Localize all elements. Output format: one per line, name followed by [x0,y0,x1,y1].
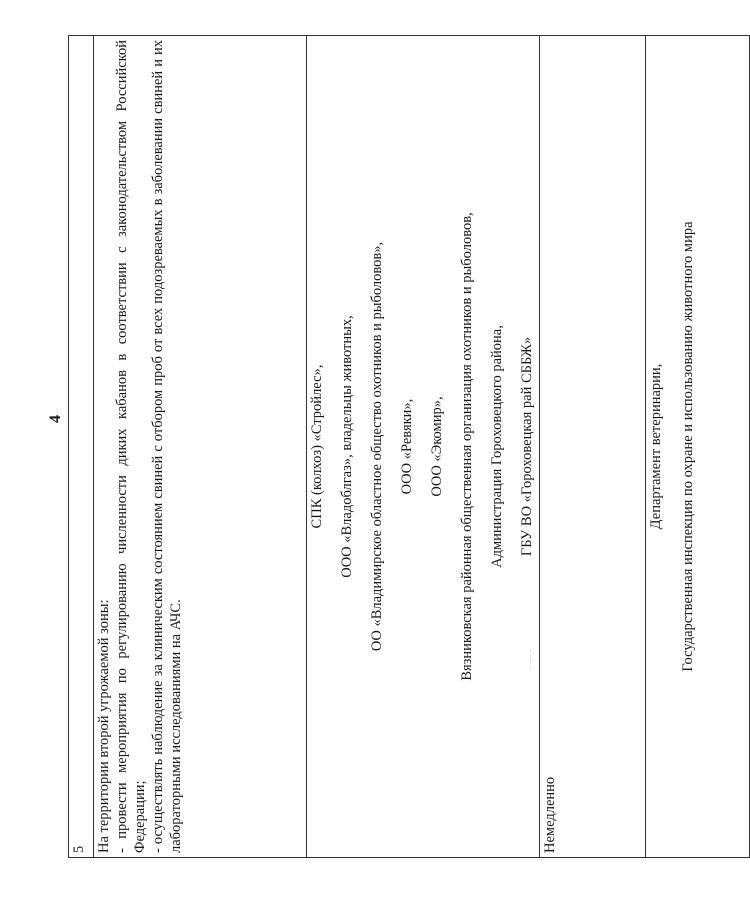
table-row [94,36,307,858]
page-number: 4 [47,415,64,423]
measures-cell [94,36,307,858]
measures-item-2: - осуществлять наблюдение за клиническим состоянием свиней с отбором проб от всех подозреваемых в заболевании свиней и их лабораторными исследованиями на АЧС. [149,40,184,853]
executor-item: ООО «Владоблгаз», владельцы животных, [338,315,355,578]
table-row [645,36,749,858]
scan-artifact [530,650,545,670]
executors-cell [307,36,540,858]
measures-item-1: - провести мероприятия по регулированию численности диких кабанов в соответствии с законодательством Российской Федерации; [113,40,148,853]
control-line-2: Государственная инспекция по охране и использованию животного мира [679,221,696,672]
row-number-cell [69,36,94,858]
executor-item: СПК (колхоз) «Стройлес», [309,364,325,529]
executor-item: Вязниковская районная общественная организация охотников и рыболовов, [458,212,475,681]
executor-item: ООО «Ревяки», [398,398,415,495]
table-row [307,36,540,858]
deadline-cell [539,36,645,858]
rotated-table-wrapper [68,35,696,858]
control-gap [666,40,680,853]
executor-item: ООО «Экомир», [428,396,445,497]
deadline-text: Немедленно [541,776,558,853]
measures-intro: На территории второй угрожаемой зоны: [96,599,112,853]
measures-table [68,35,750,858]
control-line-1: Департамент ветеринарии, [647,363,664,530]
table-row [539,36,645,858]
executor-item: ОО «Владимирское областное общество охотников и рыболовов», [368,241,385,652]
executor-item: ГБУ ВО «Гороховецкая рай СББЖ» [518,336,535,557]
row-number: 5 [71,845,87,853]
executor-item: Администрация Гороховецкого района, [488,325,505,568]
table-row [69,36,94,858]
control-cell [645,36,749,858]
